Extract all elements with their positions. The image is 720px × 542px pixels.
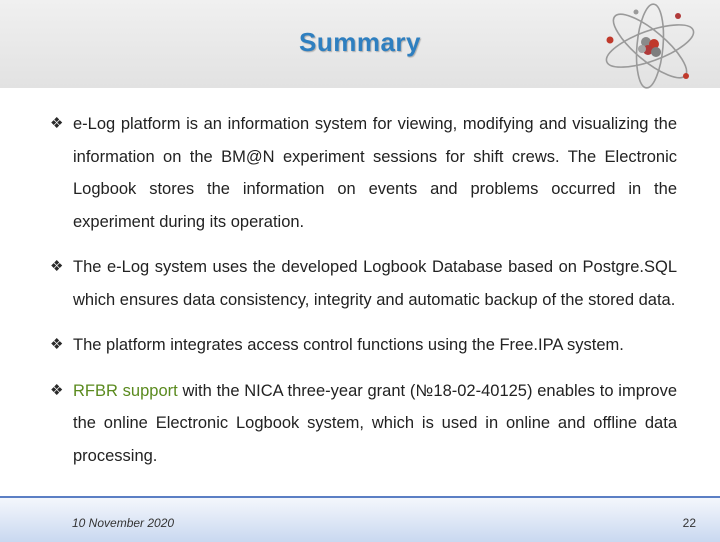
- page-number: 22: [682, 516, 696, 530]
- bullet-text: with the NICA three-year grant (№18-02-40125) enables to improve the online Electronic Logbook system, which is used in online and offline data processing.: [73, 381, 677, 465]
- bullet-list: [50, 108, 677, 485]
- bullet-item: [50, 251, 677, 316]
- bullet-text: e-Log platform is an information system for viewing, modifying and visualizing the information on the BM@N experiment sessions for shift crews. The Electronic Logbook stores the information on events and problems occurred in the experiment during its operation.: [73, 115, 677, 231]
- bullet-item: [50, 375, 677, 473]
- diamond-bullet-icon: ❖: [50, 381, 64, 399]
- diamond-bullet-icon: ❖: [50, 336, 64, 353]
- diamond-bullet-icon: ❖: [50, 115, 64, 132]
- bullet-text: The platform integrates access control functions using the Free.IPA system.: [73, 336, 624, 354]
- rfbr-support-highlight: RFBR support: [73, 381, 178, 400]
- atom-logo-icon: [596, 2, 704, 90]
- footer-date: 10 November 2020: [72, 516, 175, 530]
- bullet-item: [50, 108, 677, 238]
- diamond-bullet-icon: ❖: [50, 258, 64, 275]
- slide-title: Summary: [299, 27, 421, 57]
- bullet-item: [50, 329, 677, 362]
- slide-footer: [0, 496, 720, 542]
- bullet-text: The e-Log system uses the developed Logbook Database based on Postgre.SQL which ensures data consistency, integrity and automatic backup of the stored data.: [73, 258, 677, 309]
